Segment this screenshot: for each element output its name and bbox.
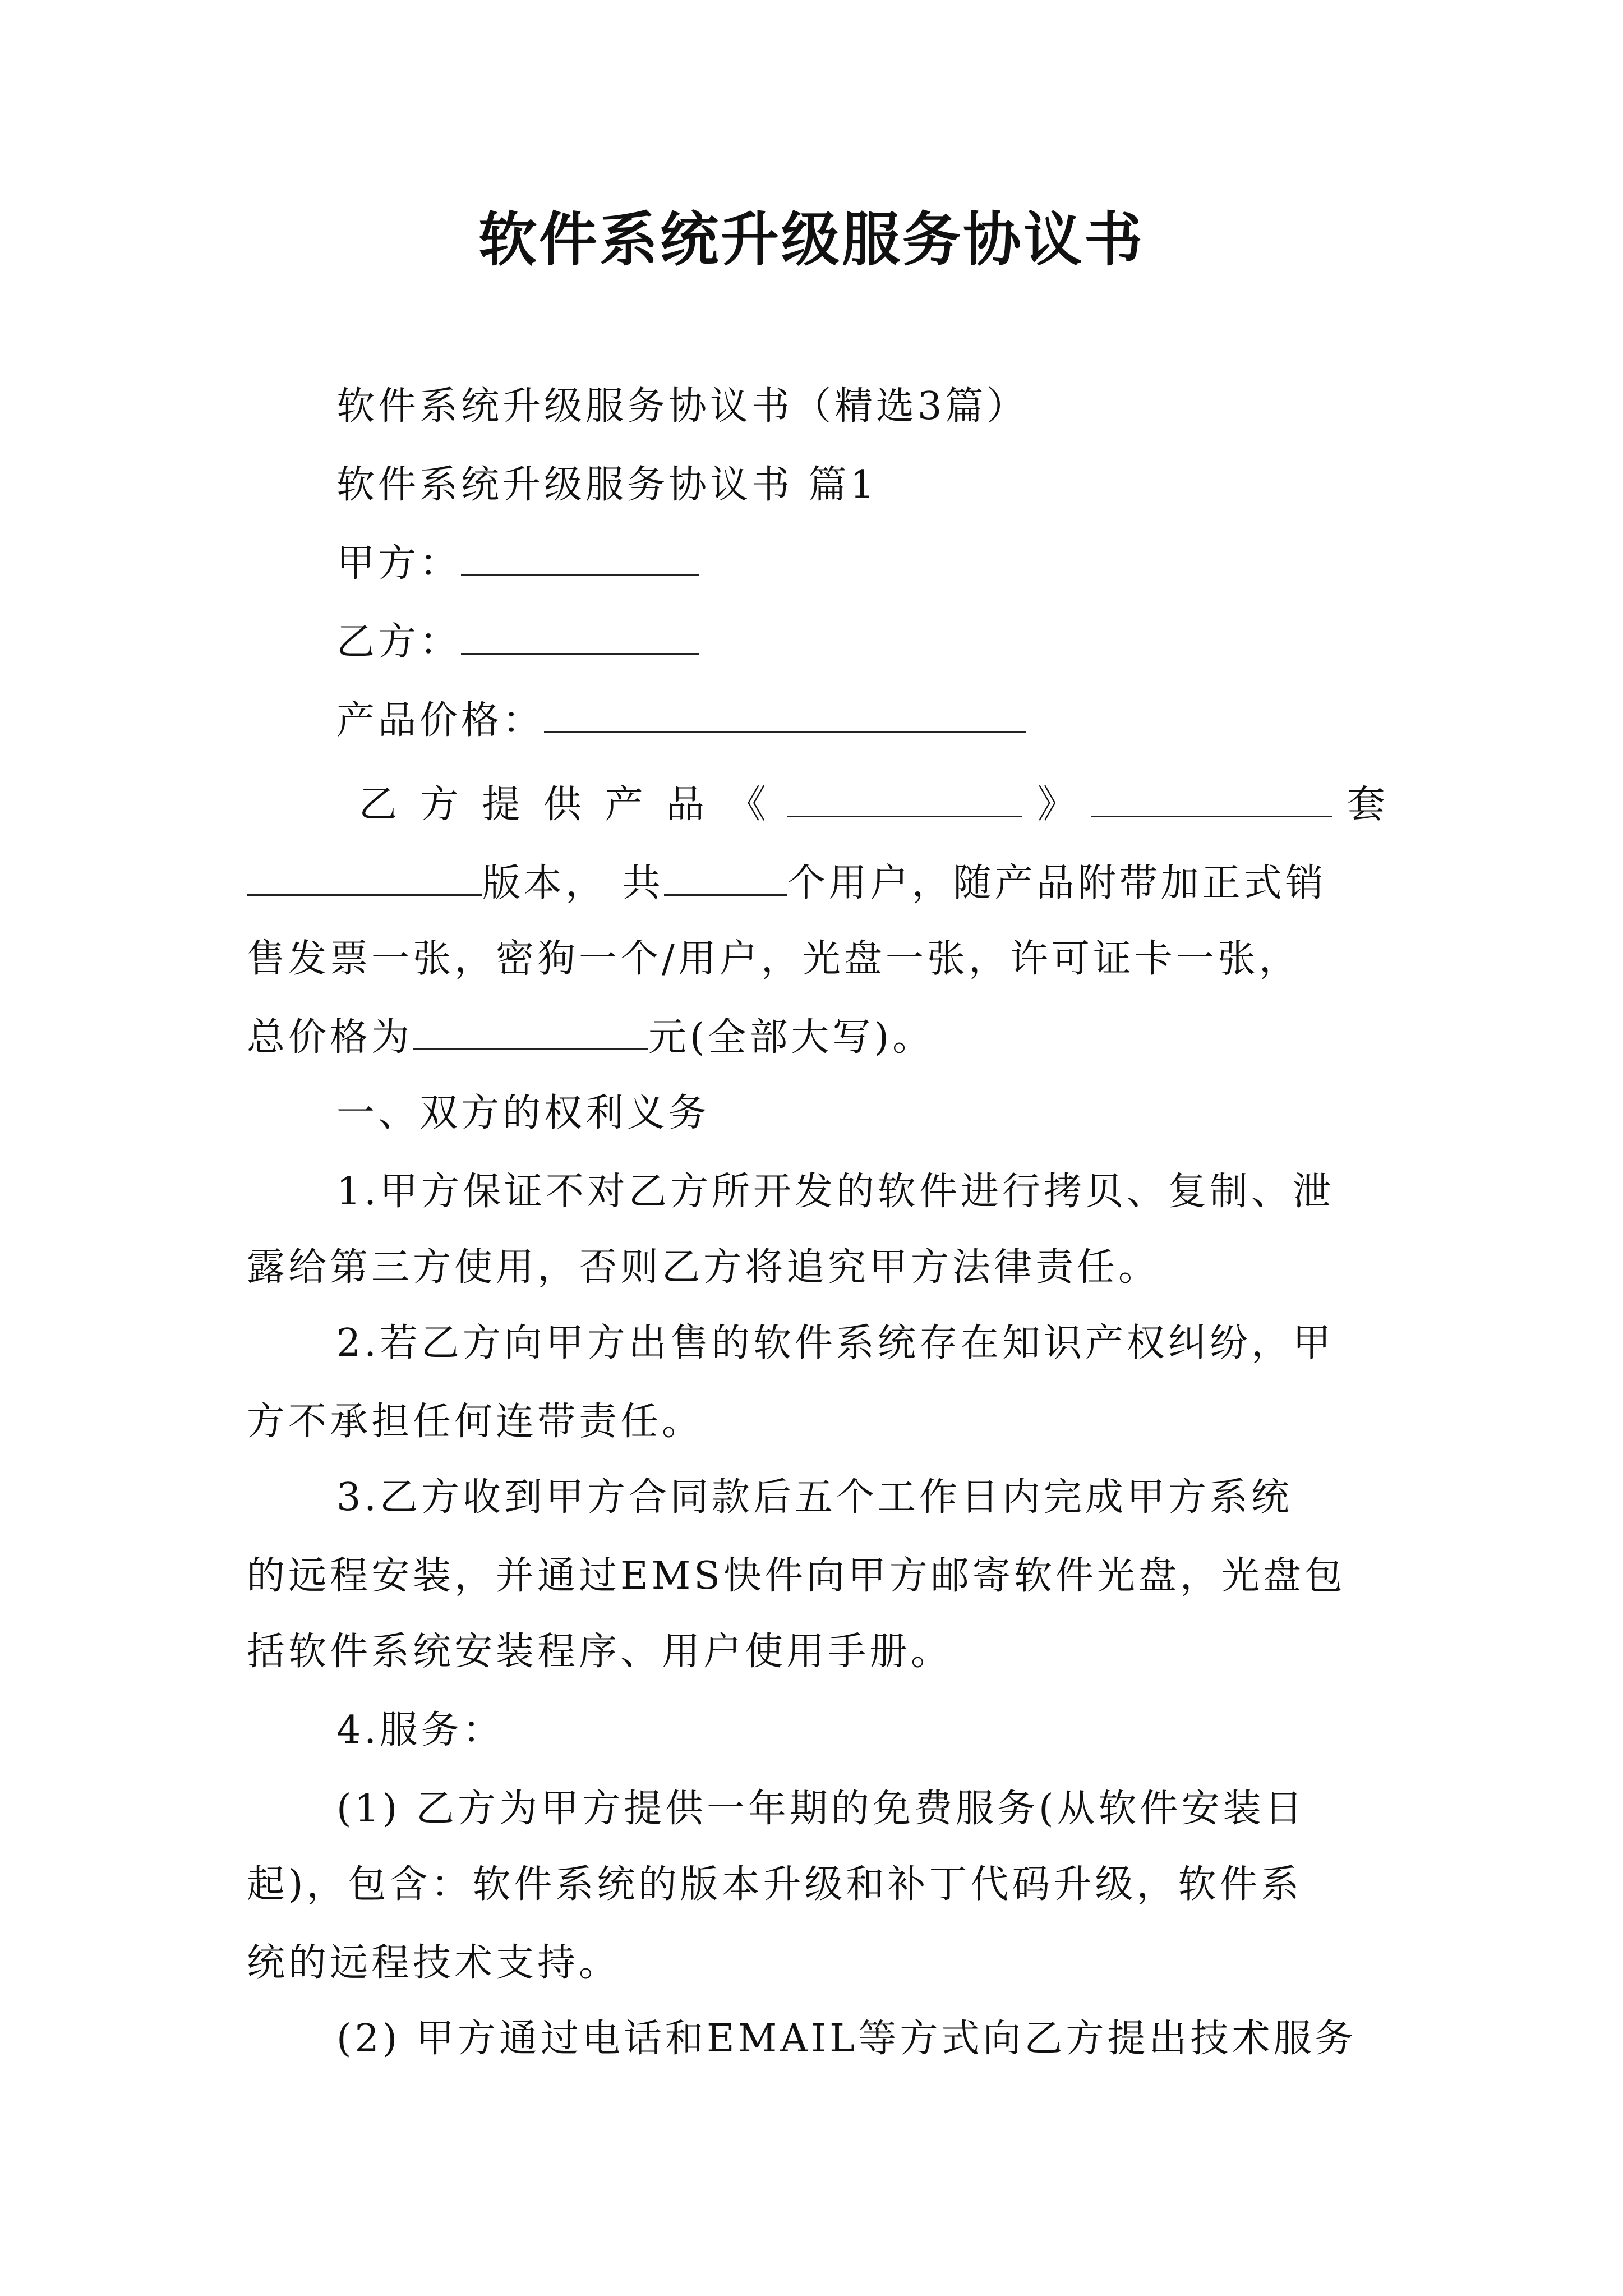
section-heading: 软件系统升级服务协议书 篇1 — [336, 463, 878, 507]
price-line — [336, 696, 1026, 746]
item4-sub2-line-1: (2) 甲方通过电话和EMAIL等方式向乙方提出技术服务 — [336, 2017, 1357, 2061]
party-b-line — [336, 617, 699, 668]
document-title: 软件系统升级服务协议书 — [478, 205, 1145, 274]
product-count-blank — [1091, 781, 1332, 817]
party-b-blank — [461, 618, 699, 655]
intro-l4-b: 元(全部大写)。 — [648, 1015, 934, 1060]
item3-line-1: 3.乙方收到甲方合同款后五个工作日内完成甲方系统 — [336, 1475, 1293, 1520]
price-blank — [544, 697, 1026, 733]
item2-line-1: 2.若乙方向甲方出售的软件系统存在知识产权纠纷，甲 — [336, 1321, 1334, 1365]
intro-l4-a: 总价格为 — [247, 1015, 413, 1060]
version-blank — [247, 859, 482, 896]
item4-heading: 4.服务： — [336, 1708, 504, 1752]
document-subtitle: 软件系统升级服务协议书（精选3篇） — [336, 384, 1029, 429]
user-count-blank — [664, 859, 787, 896]
intro-l1-c: 套 — [1347, 783, 1385, 827]
intro-l2-a: 版本， 共 — [482, 861, 664, 905]
intro-l1-b: 》 — [1037, 783, 1076, 827]
intro-line-1 — [359, 780, 1385, 830]
intro-l2-b: 个用户，随产品附带加正式销 — [787, 861, 1327, 905]
intro-line-3: 售发票一张，密狗一个/用户，光盘一张，许可证卡一张， — [247, 937, 1301, 981]
party-a-line — [336, 539, 699, 589]
item4-sub1-line-2: 起)，包含：软件系统的版本升级和补丁代码升级，软件系 — [247, 1862, 1303, 1907]
item1-line-2: 露给第三方使用，否则乙方将追究甲方法律责任。 — [247, 1245, 1160, 1290]
product-name-blank — [787, 781, 1022, 817]
item3-line-3: 括软件系统安装程序、用户使用手册。 — [247, 1630, 953, 1674]
party-b-label: 乙方： — [336, 620, 462, 664]
party-a-label: 甲方： — [336, 541, 462, 586]
item4-sub1-line-1: (1) 乙方为甲方提供一年期的免费服务(从软件安装日 — [336, 1787, 1306, 1831]
intro-line-2 — [247, 858, 1327, 909]
total-price-blank — [413, 1014, 648, 1050]
item2-line-2: 方不承担任何连带责任。 — [247, 1400, 704, 1444]
intro-l1-a: 乙 方 提 供 产 品 《 — [359, 783, 772, 827]
party-a-blank — [461, 540, 699, 576]
item4-sub1-line-3: 统的远程技术支持。 — [247, 1941, 621, 1985]
rights-heading: 一、双方的权利义务 — [336, 1091, 711, 1135]
price-label: 产品价格： — [336, 698, 545, 743]
item1-line-1: 1.甲方保证不对乙方所开发的软件进行拷贝、复制、泄 — [336, 1170, 1334, 1214]
item3-line-2: 的远程安装，并通过EMS快件向甲方邮寄软件光盘，光盘包 — [247, 1554, 1346, 1598]
intro-line-4 — [247, 1013, 934, 1063]
